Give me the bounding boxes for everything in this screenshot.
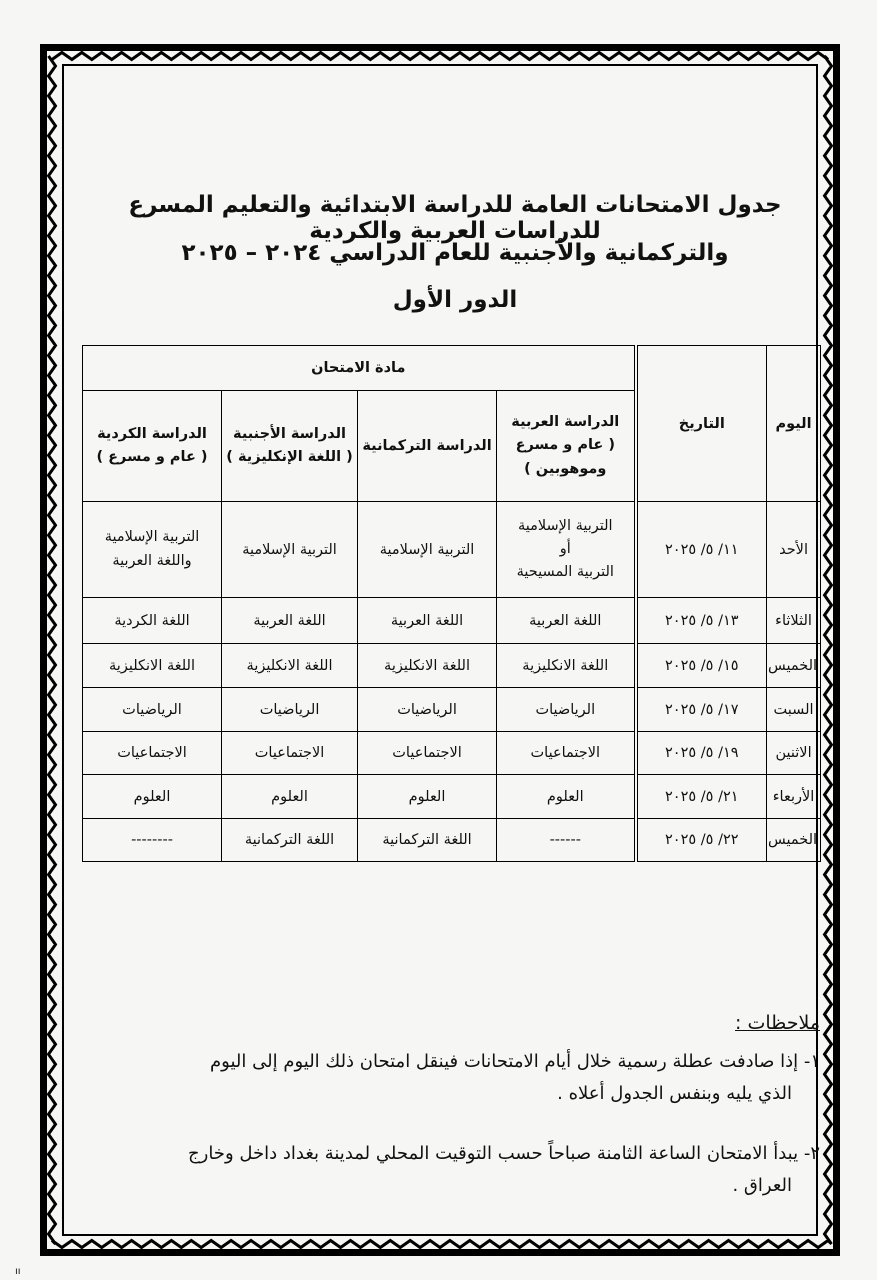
date-cell: ١٧/ ٥/ ٢٠٢٥: [636, 688, 767, 732]
document-title-line2: والتركمانية والأجنبية للعام الدراسي ٢٠٢٤ – ٢٠٢٥: [181, 240, 729, 266]
table-row: [83, 819, 821, 862]
foreign-cell: اللغة الانكليزية: [222, 644, 358, 688]
kurdish-cell: اللغة الانكليزية: [83, 644, 222, 688]
kurdish-cell: الرياضيات: [83, 688, 222, 732]
note-1-line-1: ١- إذا صادفت عطلة رسمية خلال أيام الامتحانات فينقل امتحان ذلك اليوم إلى اليوم: [210, 1051, 820, 1072]
date-cell: ١٩/ ٥/ ٢٠٢٥: [636, 732, 767, 775]
foreign-cell: الاجتماعيات: [222, 732, 358, 775]
document-title-line3: الدور الأول: [392, 287, 518, 313]
arabic-cell: اللغة الانكليزية: [497, 644, 636, 688]
day-cell: السبت: [767, 688, 821, 732]
kurdish-cell: العلوم: [83, 775, 222, 819]
date-cell: ٢٢/ ٥/ ٢٠٢٥: [636, 819, 767, 862]
foreign-cell: التربية الإسلامية: [222, 502, 358, 598]
note-2: [100, 1138, 820, 1201]
header-turkmen: الدراسة التركمانية: [358, 391, 497, 502]
note-2-line-1: ٢- يبدأ الامتحان الساعة الثامنة صباحاً حسب التوقيت المحلي لمدينة بغداد داخل وخارج: [188, 1143, 820, 1164]
foreign-cell: العلوم: [222, 775, 358, 819]
turkmen-cell: اللغة العربية: [358, 598, 497, 644]
header-date: التاريخ: [636, 346, 767, 502]
table-row: [83, 502, 821, 598]
arabic-cell: التربية الإسلامية أو التربية المسيحية: [497, 502, 636, 598]
date-cell: ١٥/ ٥/ ٢٠٢٥: [636, 644, 767, 688]
day-cell: الخميس: [767, 644, 821, 688]
day-cell: الأربعاء: [767, 775, 821, 819]
arabic-cell: العلوم: [497, 775, 636, 819]
foreign-cell: الرياضيات: [222, 688, 358, 732]
arabic-cell: الرياضيات: [497, 688, 636, 732]
arabic-cell: الاجتماعيات: [497, 732, 636, 775]
foreign-cell: اللغة العربية: [222, 598, 358, 644]
turkmen-cell: اللغة الانكليزية: [358, 644, 497, 688]
header-day: اليوم: [767, 346, 821, 502]
table-row: [83, 644, 821, 688]
date-cell: ١٣/ ٥/ ٢٠٢٥: [636, 598, 767, 644]
kurdish-cell: التربية الإسلامية واللغة العربية: [83, 502, 222, 598]
day-cell: الثلاثاء: [767, 598, 821, 644]
kurdish-cell: --------: [83, 819, 222, 862]
arabic-cell: ------: [497, 819, 636, 862]
exam-schedule-table: [82, 345, 821, 862]
arabic-cell: اللغة العربية: [497, 598, 636, 644]
note-1: [100, 1046, 820, 1109]
corner-mark: ıı: [15, 1266, 21, 1277]
date-cell: ٢١/ ٥/ ٢٠٢٥: [636, 775, 767, 819]
foreign-cell: اللغة التركمانية: [222, 819, 358, 862]
kurdish-cell: الاجتماعيات: [83, 732, 222, 775]
header-subject-group: مادة الامتحان: [83, 346, 636, 391]
document-title-line1: جدول الامتحانات العامة للدراسة الابتدائية والتعليم المسرع للدراسات العربية والكردية: [128, 192, 782, 244]
kurdish-cell: اللغة الكردية: [83, 598, 222, 644]
turkmen-cell: الرياضيات: [358, 688, 497, 732]
note-1-line-2: الذي يليه وبنفس الجدول أعلاه .: [557, 1082, 792, 1104]
note-2-line-2: العراق .: [732, 1174, 792, 1196]
turkmen-cell: اللغة التركمانية: [358, 819, 497, 862]
day-cell: الاثنين: [767, 732, 821, 775]
table-row: [83, 688, 821, 732]
date-cell: ١١/ ٥/ ٢٠٢٥: [636, 502, 767, 598]
notes-title: ملاحظات :: [735, 1012, 820, 1034]
day-cell: الخميس: [767, 819, 821, 862]
day-cell: الأحد: [767, 502, 821, 598]
header-arabic: الدراسة العربية ( عام و مسرع وموهوبين ): [497, 391, 636, 502]
header-kurdish: الدراسة الكردية ( عام و مسرع ): [83, 391, 222, 502]
table-row: [83, 775, 821, 819]
turkmen-cell: العلوم: [358, 775, 497, 819]
turkmen-cell: الاجتماعيات: [358, 732, 497, 775]
turkmen-cell: التربية الإسلامية: [358, 502, 497, 598]
table-row: [83, 732, 821, 775]
table-row: [83, 598, 821, 644]
header-foreign: الدراسة الأجنبية ( اللغة الإنكليزية ): [222, 391, 358, 502]
